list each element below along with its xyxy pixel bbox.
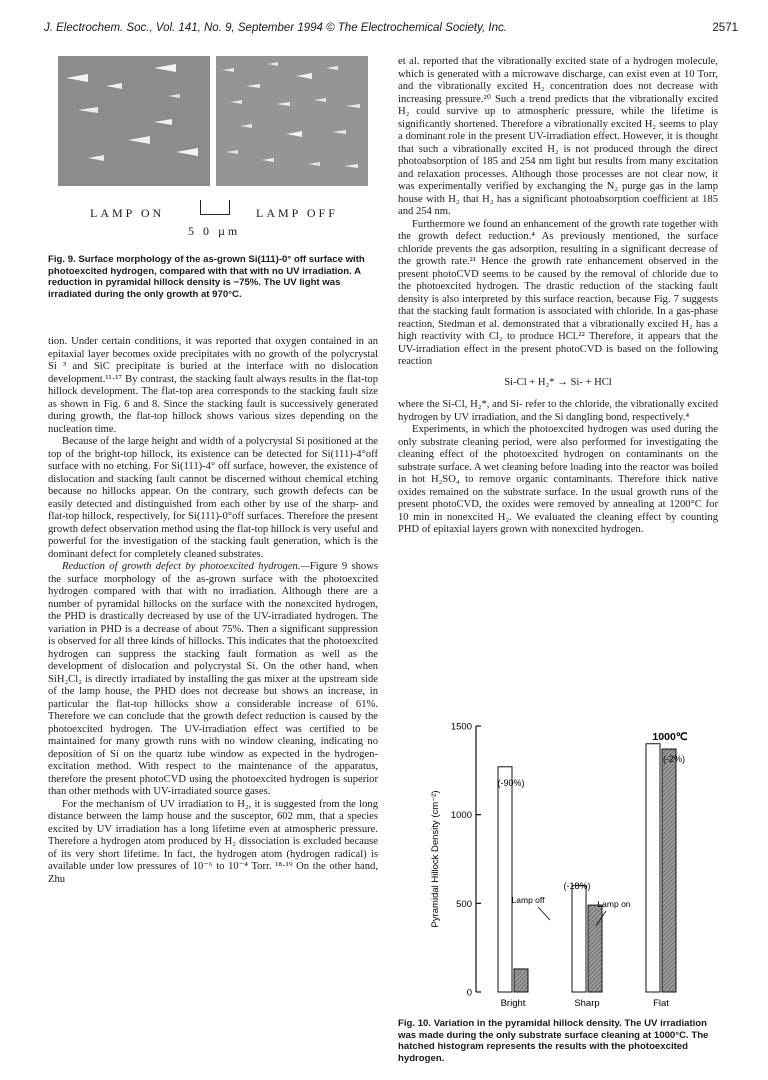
page-number: 2571 — [712, 22, 738, 34]
page-header — [44, 20, 738, 42]
lamp-off-pointer — [538, 907, 550, 920]
section-runin-heading: Reduction of growth defect by photoexcited hydrogen.— — [62, 561, 310, 572]
reaction-equation: Si-Cl + H₂* → Si- + HCl — [504, 376, 612, 388]
micrograph-lamp-off-texture — [216, 56, 368, 186]
left-paragraph-4: For the mechanism of UV irradiation to H₂, it is suggested from the long distance between the lamp house and the susceptor, 602 mm, that a species excited by UV irradiation has a long lifetime even at atmospheric pressure. Therefore a hydrogen atom produced by H₂ dissociation is excluded because of its very short lifetime. In fact, the hydrogen atom (hydrogen radical) is available under low pressures of 10⁻⁶ to 10⁻⁴ Torr. ¹⁸·¹⁹ On the other hand, Zhu — [48, 798, 378, 885]
micrograph-lamp-on — [58, 56, 210, 186]
bright-change-annotation: (-90%) — [497, 778, 525, 788]
figure9-caption: Fig. 9. Surface morphology of the as-grown Si(111)-0° off surface with photoexcited hydrogen, compared with that with no UV irradiation. A reduction in pyramidal hillock density is −75%. The UV light was irradiated during the only growth at 970°C. — [48, 254, 365, 300]
y-tick-label: 1500 — [450, 721, 472, 733]
right-paragraph-3: where the Si-Cl, H₂*, and Si- refer to the chloride, the vibrationally excited hydrogen by UV irradiation, and the Si dangling bond, respectively.⁴ — [398, 399, 718, 423]
scale-bar — [200, 200, 230, 215]
micrograph-lamp-off — [216, 56, 368, 186]
left-paragraph-3 — [48, 561, 378, 799]
figure10-svg — [398, 700, 718, 1010]
figure9-labels — [58, 200, 368, 250]
micrograph-lamp-on-texture — [58, 56, 210, 186]
bar-lamp-off-bright — [498, 767, 512, 992]
temperature-annotation: 1000℃ — [652, 731, 688, 743]
left-column — [48, 336, 378, 886]
left-paragraph-1: tion. Under certain conditions, it was reported that oxygen contained in an epitaxial layer becomes oxide precipitates with no growth of the polycrystal Si ³ and SiC precipitate is buried at the interface with no dislocation development.¹¹·¹⁷ By contrast, the stacking fault always results in the flat-top hillock development. The flat-top area corresponds to the stacking fault size as shown in Fig. 6 and 8. Since the stacking fault is successively generated during growth, the flat-top hillock shows various sizes depending on the nucleation time. — [48, 336, 378, 435]
bar-lamp-off-flat — [646, 744, 660, 992]
bar-lamp-on-flat — [662, 749, 676, 992]
x-category-label: Bright — [500, 998, 526, 1009]
flat-change-annotation: (-2%) — [663, 754, 685, 764]
x-category-label: Sharp — [574, 998, 600, 1009]
right-paragraph-4: Experiments, in which the photoexcited hydrogen was used during the only substrate cleaning period, were also performed for investigating the cleaning effect of the photoexcited hydrogen on contaminants on the substrate surface. A wet cleaning before loading into the reactor was boiled in hot H₂SO₄ to remove organic contaminants. Therefore thick native oxides remained on the substrate surface. In the usual growth runs of the present photoCVD, the oxides were removed by annealing at 1200°C for 10 min in nonexcited H₂. We evaluated the cleaning effect by counting PHD of epitaxial layers grown with nonexcited hydrogen. — [398, 424, 718, 535]
lamp-on-annotation: Lamp on — [597, 899, 631, 909]
y-tick-label: 500 — [456, 898, 472, 910]
right-paragraph-1: et al. reported that the vibrationally excited state of a hydrogen molecule, which is generated with a microwave discharge, can exist even at 10 Torr, and the vibrationally excited H₂ concentration does not decrease with increasing pressure.²⁰ Such a trend predicts that the vibrationally excited H₂ could survive up to atmospheric pressure, while the lifetime is significantly shortened. Therefore a vibrationally excited H₂ seems to play a dominant role in the present UV-irradiation effect. However, it is thought that such a vibrationally excited H₂ is not produced through the direct photoabsorption of 185 and 254 nm light but results from many excitation and relaxation processes. Although those processes are not clear now, it was experimentally verified by exchanging the N₂ purge gas in the lamp house with H₂ that H₂ has a significant photoabsorption coefficient at 185 and 254 nm. — [398, 56, 718, 217]
bar-lamp-on-bright — [514, 969, 528, 992]
right-column — [398, 56, 718, 537]
bar-lamp-off-sharp — [572, 886, 586, 992]
figure10-chart — [398, 700, 718, 1010]
right-paragraph-2: Furthermore we found an enhancement of the growth rate together with the growth defect reduction.⁴ As previously mentioned, the surface chloride prevents the gas adsorption, resulting in a significant decrease of the growth rate.²¹ Hence the growth rate enhancement observed in the present photoCVD seems to be caused by the removal of chloride due to the photoexcited hydrogen. The drastic reduction of the stacking fault density is also interpreted by this surface reaction, because Fig. 7 suggests that the stacking fault formation is associated with chloride. In a gas-phase reaction, Stedman et al. demonstrated that a vibrationally excited H₂ has a high reactivity with Cl₂ to produce HCl.²² Therefore, it appears that the UV-irradiation effect in the present photoCVD is based on the following reaction — [398, 218, 718, 367]
scale-label: 5 0 µm — [188, 224, 241, 238]
lamp-off-annotation: Lamp off — [511, 895, 545, 905]
x-category-label: Flat — [653, 998, 669, 1009]
figure10-caption: Fig. 10. Variation in the pyramidal hillock density. The UV irradiation was made during the only substrate surface cleaning at 1000°C. The hatched histogram represents the results with the photoexcited hydrogen. — [398, 1018, 709, 1064]
left-paragraph-3-body: Figure 9 shows the surface morphology of the as-grown surface with the photoexcited hydrogen compared with that with no irradiation. Although there are a number of pyramidal hillocks on the surface with the nonexcited hydrogen, the PHD is drastically decreased by use of the UV-irradiated hydrogen. The variation in PHD is a decrease of about 75%. Then a significant suppression is observed for all three kinds of hillocks. This indicates that the photoexcited hydrogen can suppress the stacking fault formation as well as the development of dislocation and polycrystal Si. On the other hand, when SiH₂Cl₂ is directly irradiated by installing the gas mixer at the upstream side of the lamp house, the PHD does not decrease but shows an increase, in particular the flat-top hillocks show a considerable increase of 61%. Therefore we can conclude that the growth defect reduction is caused by the photoexcited hydrogen. The UV-irradiation effect was certified to be maintained for many growth runs with no window cleaning, indicating no deposition of Si on the quartz tube window as expected in the hydrogen-excitation method. With respect to the maintenance of the apparatus, therefore the present photoCVD using the photoexcited hydrogen is superior than other methods with UV-irradiated source gases. — [48, 561, 378, 797]
lamp-on-label: LAMP ON — [90, 206, 165, 220]
bar-lamp-on-sharp — [588, 905, 602, 992]
lamp-off-label: LAMP OFF — [256, 206, 338, 220]
y-tick-label: 0 — [466, 987, 472, 999]
journal-citation: J. Electrochem. Soc., Vol. 141, No. 9, September 1994 © The Electrochemical Society, Inc. — [44, 22, 507, 34]
y-axis-label: Pyramidal Hillock Density (cm⁻²) — [430, 790, 441, 928]
left-paragraph-2: Because of the large height and width of a polycrystal Si positioned at the top of the bright-top hillock, its existence can be detected for Si(111)-4°off surface with no etching. For Si(111)-4° off surface, however, the existence of dislocation and stacking fault cannot be discerned without chemical etching because no hillocks appear. On the contrary, such growth defects can be easily detected and distinguished from each other by use of the sharp- and flat-top hillock, respectively, for Si(111)-0°off surfaces. Therefore the present growth defect observation method using the flat-top hillock is very useful and powerful for the investigation of the stacking fault generation, which is the dominant defect for completely cleaned substrates. — [48, 436, 378, 560]
sharp-change-annotation: (-18%) — [563, 881, 591, 891]
figure9-micrograph — [58, 56, 368, 186]
y-tick-label: 1000 — [450, 810, 472, 822]
